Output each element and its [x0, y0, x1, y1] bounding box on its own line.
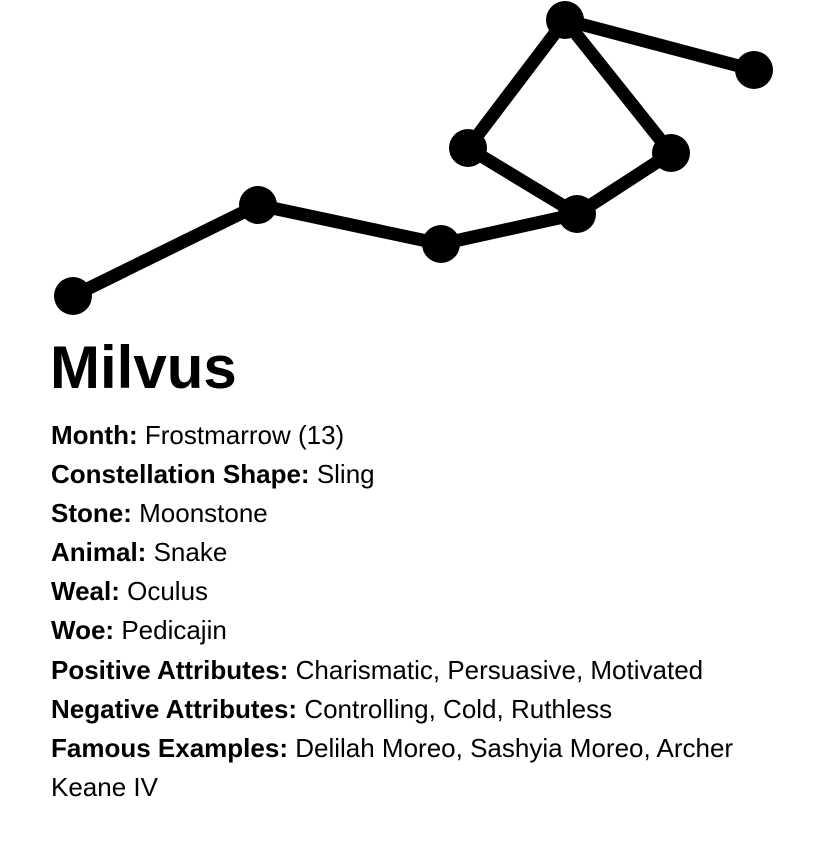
fact-label: Constellation Shape:: [51, 459, 310, 490]
fact-value: Delilah Moreo, Sashyia Moreo, Archer Keane IV: [51, 732, 734, 802]
fact-label: Positive Attributes:: [51, 654, 289, 685]
fact-label: Famous Examples:: [51, 732, 288, 763]
star: [735, 51, 773, 89]
star: [54, 277, 92, 315]
star: [546, 1, 584, 39]
fact-weal: [51, 572, 781, 611]
fact-label: Month:: [51, 420, 138, 450]
fact-value: Oculus: [127, 576, 209, 607]
constellation-lines: [73, 20, 754, 296]
constellation-line: [258, 205, 441, 244]
constellation-title: Milvus: [50, 334, 237, 401]
fact-negative-attributes: [51, 690, 781, 729]
fact-value: Snake: [153, 537, 228, 568]
fact-label: Negative Attributes:: [51, 693, 298, 724]
fact-famous-examples: [51, 729, 781, 807]
fact-value: Moonstone: [139, 498, 268, 529]
fact-label: Woe:: [51, 615, 115, 646]
constellation-diagram: [0, 0, 828, 320]
fact-woe: [51, 611, 781, 650]
fact-stone: [51, 494, 781, 533]
facts-list: [51, 416, 781, 807]
star: [558, 195, 596, 233]
constellation-line: [73, 205, 258, 296]
star: [449, 129, 487, 167]
star: [652, 134, 690, 172]
star: [239, 186, 277, 224]
fact-label: Weal:: [51, 576, 120, 607]
fact-value: Charismatic, Persuasive, Motivated: [295, 654, 704, 685]
fact-value: Pedicajin: [121, 615, 227, 646]
fact-constellation-shape: [51, 455, 781, 494]
fact-value: Controlling, Cold, Ruthless: [304, 693, 613, 724]
fact-positive-attributes: [51, 651, 781, 690]
constellation-line: [468, 148, 577, 214]
fact-value: Sling: [316, 459, 375, 490]
fact-label: Animal:: [51, 537, 147, 568]
fact-month: [51, 416, 781, 455]
constellation-line: [468, 20, 565, 148]
fact-animal: [51, 533, 781, 572]
fact-label: Stone:: [51, 498, 132, 529]
star: [422, 225, 460, 263]
fact-value: Frostmarrow (13): [144, 420, 345, 450]
constellation-line: [441, 214, 577, 244]
